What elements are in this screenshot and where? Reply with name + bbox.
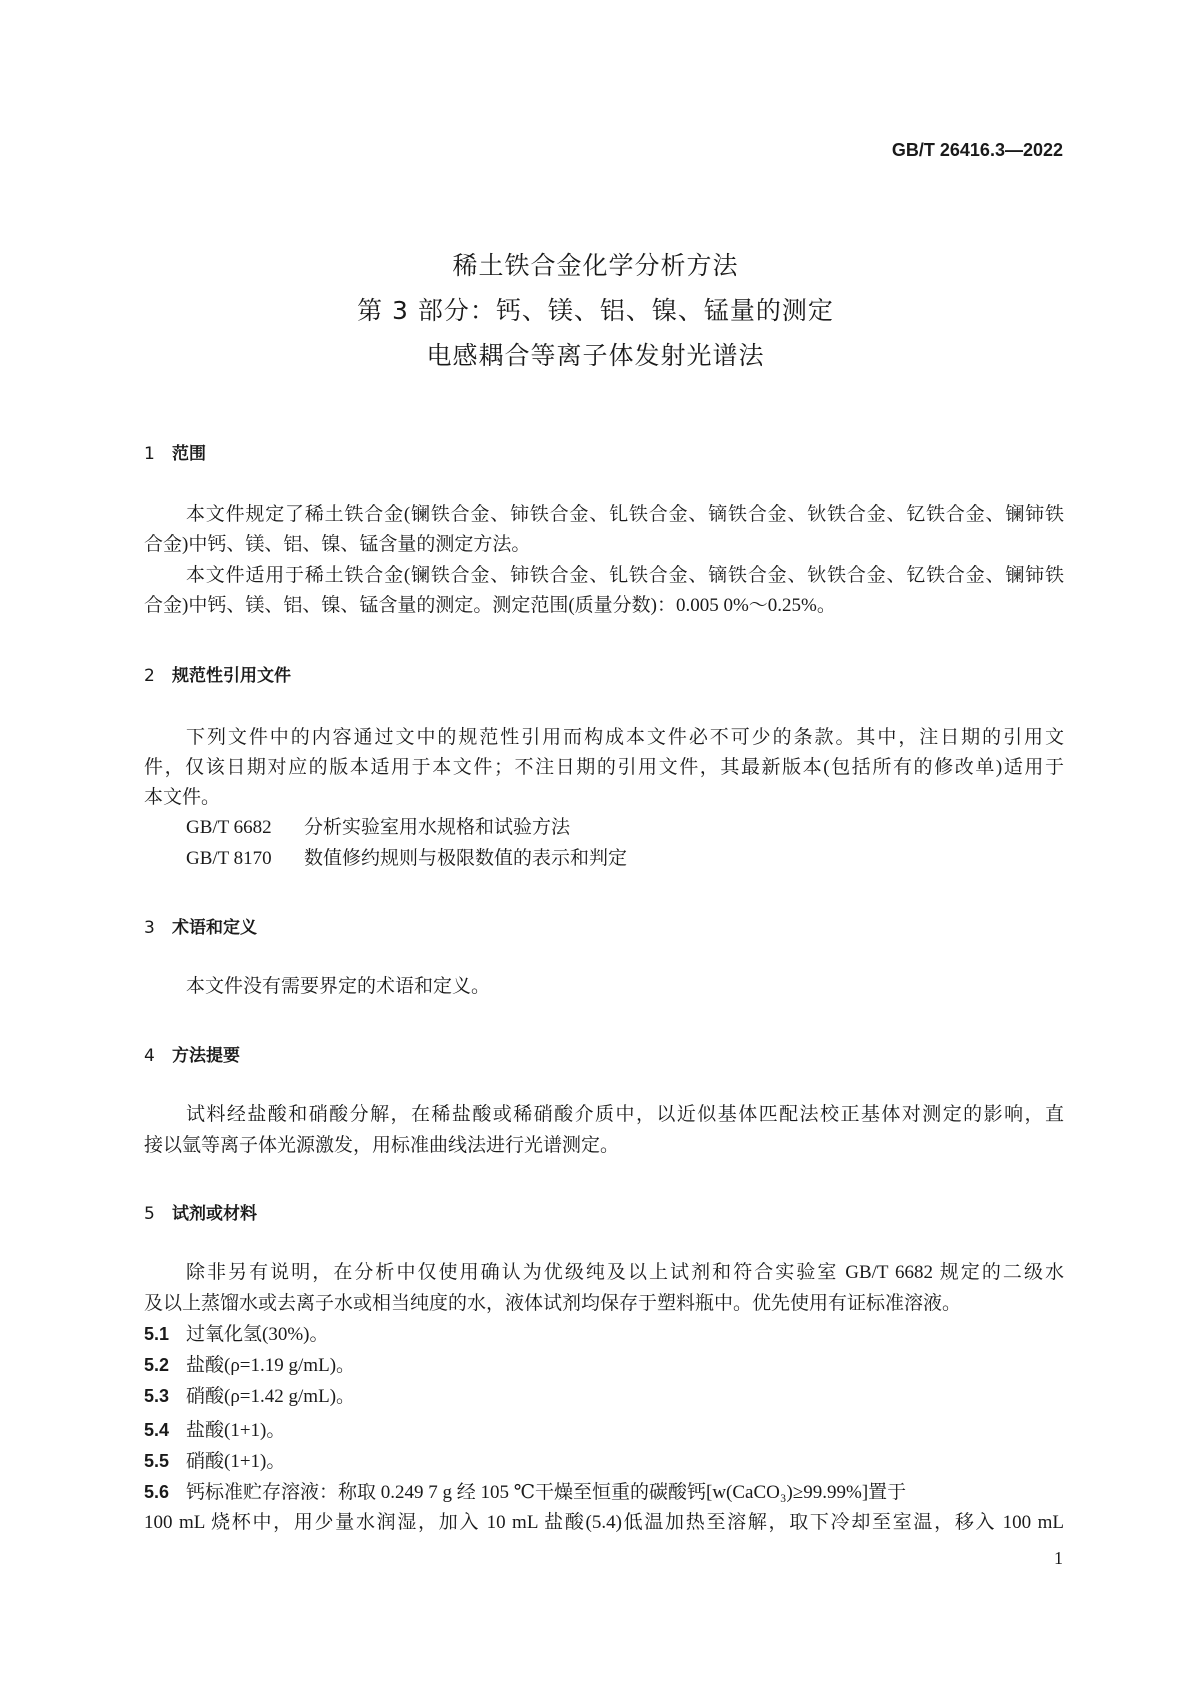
reference-title: 数值修约规则与极限数值的表示和判定 bbox=[304, 848, 628, 869]
paragraph-line: 及以上蒸馏水或去离子水或相当纯度的水，液体试剂均保存于塑料瓶中。优先使用有证标准溶液。 bbox=[144, 1293, 962, 1314]
section-heading bbox=[144, 661, 291, 686]
reagent-item bbox=[144, 1480, 1064, 1505]
paragraph-line: 试料经盐酸和硝酸分解，在稀盐酸或稀硝酸介质中，以近似基体匹配法校正基体对测定的影响，直 bbox=[186, 1104, 1064, 1125]
item-number: 5.1 bbox=[144, 1324, 170, 1344]
item-text: 过氧化氢(30%)。 bbox=[186, 1324, 329, 1345]
paragraph-line: 本文件规定了稀土铁合金(镧铁合金、铈铁合金、钆铁合金、镝铁合金、钬铁合金、钇铁合金、镧铈铁 bbox=[186, 504, 1064, 525]
item-text: 盐酸(1+1)。 bbox=[186, 1420, 286, 1441]
item-text: 钙标准贮存溶液：称取 0.249 7 g 经 105 ℃干燥至恒重的碳酸钙[w(CaCO₃)≥99.99%]置于 bbox=[186, 1482, 907, 1503]
item-text: 硝酸(1+1)。 bbox=[186, 1451, 286, 1472]
reference-code: GB/T 8170 bbox=[186, 848, 272, 869]
paragraph-line: 件，仅该日期对应的版本适用于本文件；不注日期的引用文件，其最新版本(包括所有的修改单)适用于 bbox=[144, 757, 1064, 778]
reagent-item bbox=[144, 1353, 1064, 1378]
paragraph-line: 除非另有说明，在分析中仅使用确认为优级纯及以上试剂和符合实验室 GB/T 6682 规定的二级水 bbox=[186, 1262, 1064, 1283]
reagent-item bbox=[144, 1449, 1064, 1474]
paragraph-line: 100 mL 烧杯中，用少量水润湿，加入 10 mL 盐酸(5.4)低温加热至溶解，取下冷却至室温，移入 100 mL bbox=[144, 1512, 1064, 1533]
paragraph-line: 合金)中钙、镁、铝、镍、锰含量的测定。测定范围(质量分数)：0.005 0%～0.25%。 bbox=[144, 595, 836, 616]
reference-title: 分析实验室用水规格和试验方法 bbox=[304, 817, 571, 838]
section-heading bbox=[144, 913, 257, 938]
section-heading bbox=[144, 1041, 240, 1066]
normative-reference bbox=[186, 816, 1064, 840]
page-number: 1 bbox=[1054, 1548, 1063, 1568]
reagent-item bbox=[144, 1384, 1064, 1409]
section-number: 4 bbox=[144, 1046, 155, 1066]
normative-reference bbox=[186, 847, 1064, 871]
section-title: 试剂或材料 bbox=[172, 1204, 257, 1224]
item-text: 硝酸(ρ=1.42 g/mL)。 bbox=[186, 1386, 356, 1407]
reference-code: GB/T 6682 bbox=[186, 817, 272, 838]
paragraph-line: 接以氩等离子体光源激发，用标准曲线法进行光谱测定。 bbox=[144, 1135, 620, 1156]
paragraph-line: 下列文件中的内容通过文中的规范性引用而构成本文件必不可少的条款。其中，注日期的引用文 bbox=[186, 727, 1064, 748]
reagent-item bbox=[144, 1418, 1064, 1443]
item-number: 5.5 bbox=[144, 1451, 170, 1471]
doc-subtitle: 第 3 部分：钙、镁、铝、镍、锰量的测定 bbox=[357, 296, 834, 325]
section-number: 1 bbox=[144, 444, 155, 464]
section-title: 方法提要 bbox=[172, 1046, 240, 1066]
section-title: 范围 bbox=[172, 444, 206, 464]
paragraph-line: 本文件没有需要界定的术语和定义。 bbox=[186, 976, 491, 997]
item-number: 5.2 bbox=[144, 1355, 170, 1375]
section-title: 术语和定义 bbox=[172, 918, 257, 938]
item-number: 5.4 bbox=[144, 1420, 170, 1440]
item-number: 5.6 bbox=[144, 1482, 170, 1502]
standard-number: GB/T 26416.3—2022 bbox=[891, 140, 1063, 160]
doc-title: 稀土铁合金化学分析方法 bbox=[452, 251, 739, 280]
doc-subtitle-method: 电感耦合等离子体发射光谱法 bbox=[426, 341, 765, 370]
section-number: 5 bbox=[144, 1204, 155, 1224]
section-heading bbox=[144, 1199, 257, 1224]
reagent-item bbox=[144, 1322, 1064, 1347]
item-number: 5.3 bbox=[144, 1386, 170, 1406]
paragraph-line: 本文件。 bbox=[144, 787, 221, 808]
section-number: 2 bbox=[144, 666, 155, 686]
section-title: 规范性引用文件 bbox=[172, 666, 291, 686]
paragraph-line: 本文件适用于稀土铁合金(镧铁合金、铈铁合金、钆铁合金、镝铁合金、钬铁合金、钇铁合金、镧铈铁 bbox=[186, 565, 1064, 586]
section-number: 3 bbox=[144, 918, 155, 938]
item-text: 盐酸(ρ=1.19 g/mL)。 bbox=[186, 1355, 356, 1376]
section-heading bbox=[144, 439, 206, 464]
paragraph-line: 合金)中钙、镁、铝、镍、锰含量的测定方法。 bbox=[144, 534, 531, 555]
